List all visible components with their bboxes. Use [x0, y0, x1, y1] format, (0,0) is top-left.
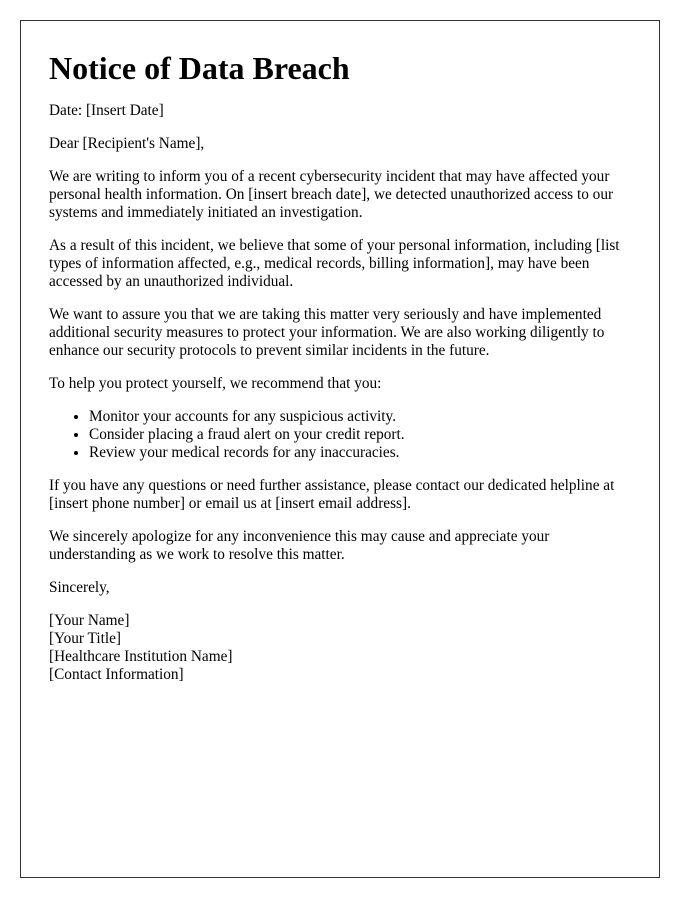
letter-page [20, 20, 660, 878]
contact-paragraph: If you have any questions or need further assistance, please contact our dedicated helpline at [insert phone number] or email us at [insert email address]. [49, 477, 615, 513]
closing: Sincerely, [49, 579, 110, 597]
intro-paragraph: We are writing to inform you of a recent cybersecurity incident that may have affected your personal health information. On [insert breach date], we detected unauthorized access to our systems and immediately initiated an investigation. [49, 168, 614, 222]
signature-name: [Your Name] [49, 612, 130, 630]
list-item: • Review your medical records for any inaccuracies. [89, 444, 631, 462]
signature-title: [Your Title] [49, 630, 121, 648]
list-item: • Monitor your accounts for any suspicious activity. [89, 408, 631, 426]
assurance-paragraph: We want to assure you that we are taking this matter very seriously and have implemented additional security measures to protect your information. We are also working diligently to enhance our security protocols to prevent similar incidents in the future. [49, 306, 605, 360]
list-item: • Consider placing a fraud alert on your credit report. [89, 426, 631, 444]
signature-contact: [Contact Information] [49, 666, 184, 684]
apology-paragraph: We sincerely apologize for any inconvenience this may cause and appreciate your understanding as we work to resolve this matter. [49, 528, 550, 564]
recommendation-intro: To help you protect yourself, we recommend that you: [49, 375, 382, 393]
letter-title: Notice of Data Breach [49, 50, 350, 86]
recommendation-list [49, 408, 631, 462]
signature-institution: [Healthcare Institution Name] [49, 648, 233, 666]
signature-block [49, 612, 631, 684]
impact-paragraph: As a result of this incident, we believe that some of your personal information, including [list types of information affected, e.g., medical records, billing information], may have been accessed by an unauthorized individual. [49, 237, 620, 291]
salutation: Dear [Recipient's Name], [49, 135, 205, 153]
date-line: Date: [Insert Date] [49, 102, 164, 120]
